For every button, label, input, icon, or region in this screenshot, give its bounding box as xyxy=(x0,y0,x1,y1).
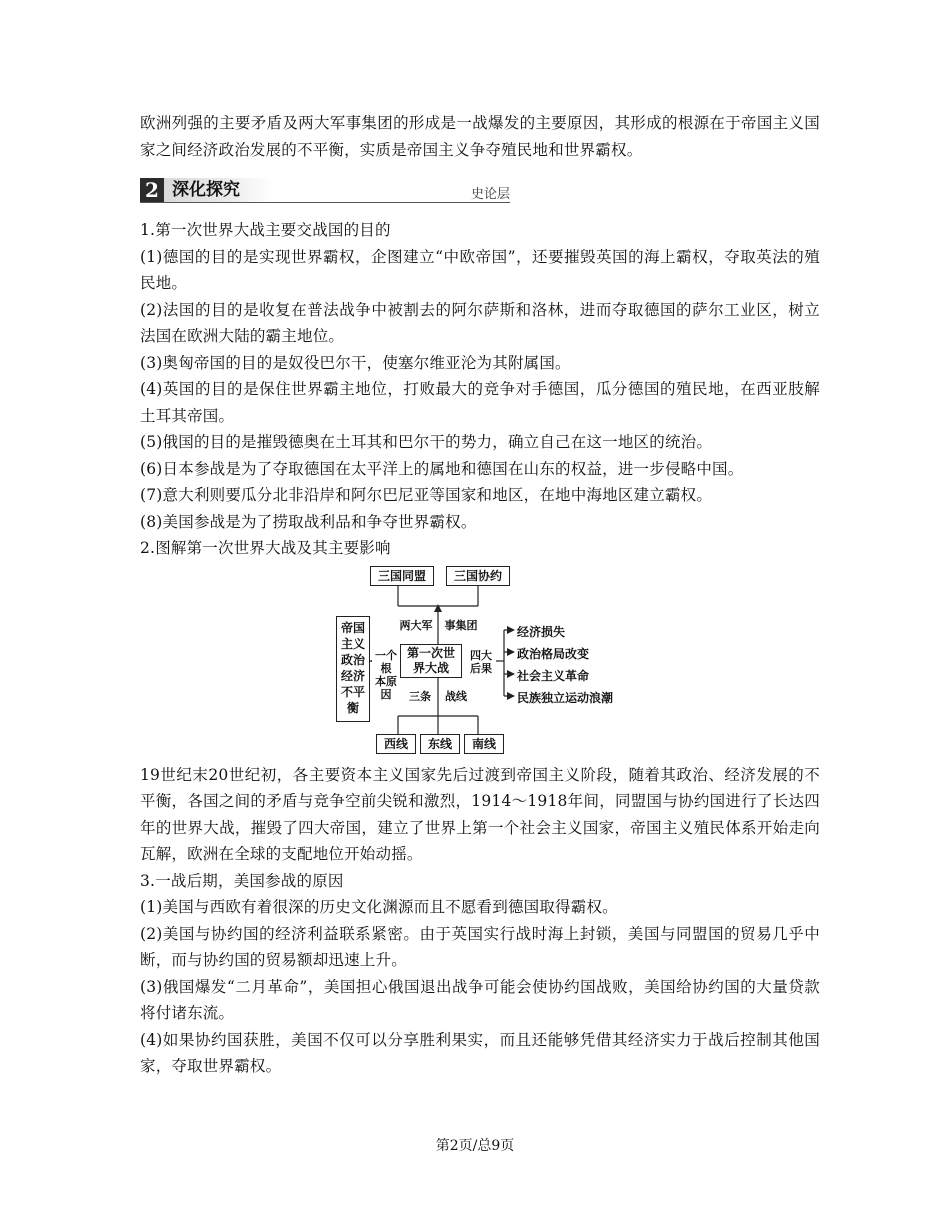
root-cause-line: 帝国 xyxy=(340,620,365,635)
item1-point: (7)意大利则要瓜分北非沿岸和阿尔巴尼亚等国家和地区，在地中海地区建立霸权。 xyxy=(140,486,713,504)
effect-item: 经济损失 xyxy=(517,624,566,639)
page-footer: 第2页/总9页 xyxy=(435,1138,515,1154)
item1-point: (4)英国的目的是保住世界霸主地位，打败最大的竞争对手德国，瓜分德国的殖民地，在西亚肢解土耳其帝国。 xyxy=(140,380,820,425)
section-rule xyxy=(140,202,510,203)
front-south-box: 南线 xyxy=(464,734,504,754)
section-tag: 史论层 xyxy=(470,187,510,202)
item3-point: (3)俄国爆发“二月革命”，美国担心俄国退出战争可能会使协约国战败，美国给协约国的大量贷款将付诸东流。 xyxy=(140,977,820,1022)
section-number: 2 xyxy=(140,178,164,202)
section-title: 深化探究 xyxy=(164,178,272,202)
ww1-center-box: 第一次世 界大战 xyxy=(400,644,462,678)
effects-label: 四大 后果 xyxy=(470,648,492,675)
root-cause-line: 不平 xyxy=(340,684,365,699)
intro-paragraph: 欧洲列强的主要矛盾及两大军事集团的形成是一战爆发的主要原因，其形成的根源在于帝国主义国家之间经济政治发展的不平衡，实质是帝国主义争夺殖民地和世界霸权。 xyxy=(140,114,820,159)
item3-point: (1)美国与西欧有着很深的历史文化渊源而且不愿看到德国取得霸权。 xyxy=(140,898,618,916)
two-blocs-label-right: 事集团 xyxy=(441,619,481,632)
item1-point: (1)德国的目的是实现世界霸权，企图建立“中欧帝国”，还要摧毁英国的海上霸权，夺取英法的殖民地。 xyxy=(140,247,820,292)
item1-point: (2)法国的目的是收复在普法战争中被割去的阿尔萨斯和洛林，进而夺取德国的萨尔工业区，树立法国在欧洲大陆的霸主地位。 xyxy=(140,300,820,345)
front-east-box: 东线 xyxy=(420,734,460,754)
item1-point: (5)俄国的目的是摧毁德奥在土耳其和巴尔干的势力，确立自己在这一地区的统治。 xyxy=(140,433,713,451)
root-cause-line: 政治 xyxy=(340,652,365,667)
three-fronts-label-left: 三条 xyxy=(409,689,431,703)
three-fronts-label-right: 战线 xyxy=(445,689,467,703)
item1-point: (8)美国参战是为了捞取战利品和争夺世界霸权。 xyxy=(140,512,477,531)
root-cause-label: 一个根 本原因 xyxy=(372,649,400,701)
item2-summary: 19世纪末20世纪初，各主要资本主义国家先后过渡到帝国主义阶段，随着其政治、经济发展的不平衡，各国之间的矛盾与竞争空前尖锐和激烈，1914～1918年间，同盟国与协约国进行了长达四年的世界大战，摧毁了四大帝国，建立了世界上第一个社会主义国家，帝国主义殖民体系开始走向瓦解，欧洲在全球的支配地位开始动摇。 xyxy=(140,765,820,863)
item3-heading: 3.一战后期，美国参战的原因 xyxy=(140,871,344,890)
section-header xyxy=(140,177,510,207)
root-cause-line: 衡 xyxy=(346,700,359,715)
item1-heading: 1.第一次世界大战主要交战国的目的 xyxy=(140,221,391,239)
root-cause-line: 经济 xyxy=(340,668,365,683)
two-blocs-label-left: 两大军 xyxy=(396,619,436,632)
ww1-diagram xyxy=(140,566,820,760)
item1-point: (6)日本参战是为了夺取德国在太平洋上的属地和德国在山东的权益，进一步侵略中国。 xyxy=(140,459,744,478)
effect-item: 社会主义革命 xyxy=(517,668,590,683)
effect-item: 民族独立运动浪潮 xyxy=(517,690,614,705)
root-cause-line: 主义 xyxy=(340,636,365,651)
item3-point: (4)如果协约国获胜，美国不仅可以分享胜利果实，而且还能够凭借其经济实力于战后控制其他国家，夺取世界霸权。 xyxy=(140,1030,820,1075)
root-cause-box xyxy=(336,616,370,722)
document-body xyxy=(140,110,820,1080)
effect-item: 政治格局改变 xyxy=(517,646,590,661)
triple-alliance-box: 三国同盟 xyxy=(370,566,434,586)
item1-point: (3)奥匈帝国的目的是奴役巴尔干，使塞尔维亚沦为其附属国。 xyxy=(140,353,571,372)
triple-entente-box: 三国协约 xyxy=(446,566,510,586)
item3-point: (2)美国与协约国的经济利益联系紧密。由于英国实行战时海上封锁，美国与同盟国的贸易几乎中断，而与协约国的贸易额却迅速上升。 xyxy=(140,924,820,969)
front-west-box: 西线 xyxy=(376,734,416,754)
item2-heading: 2.图解第一次世界大战及其主要影响 xyxy=(140,539,391,557)
